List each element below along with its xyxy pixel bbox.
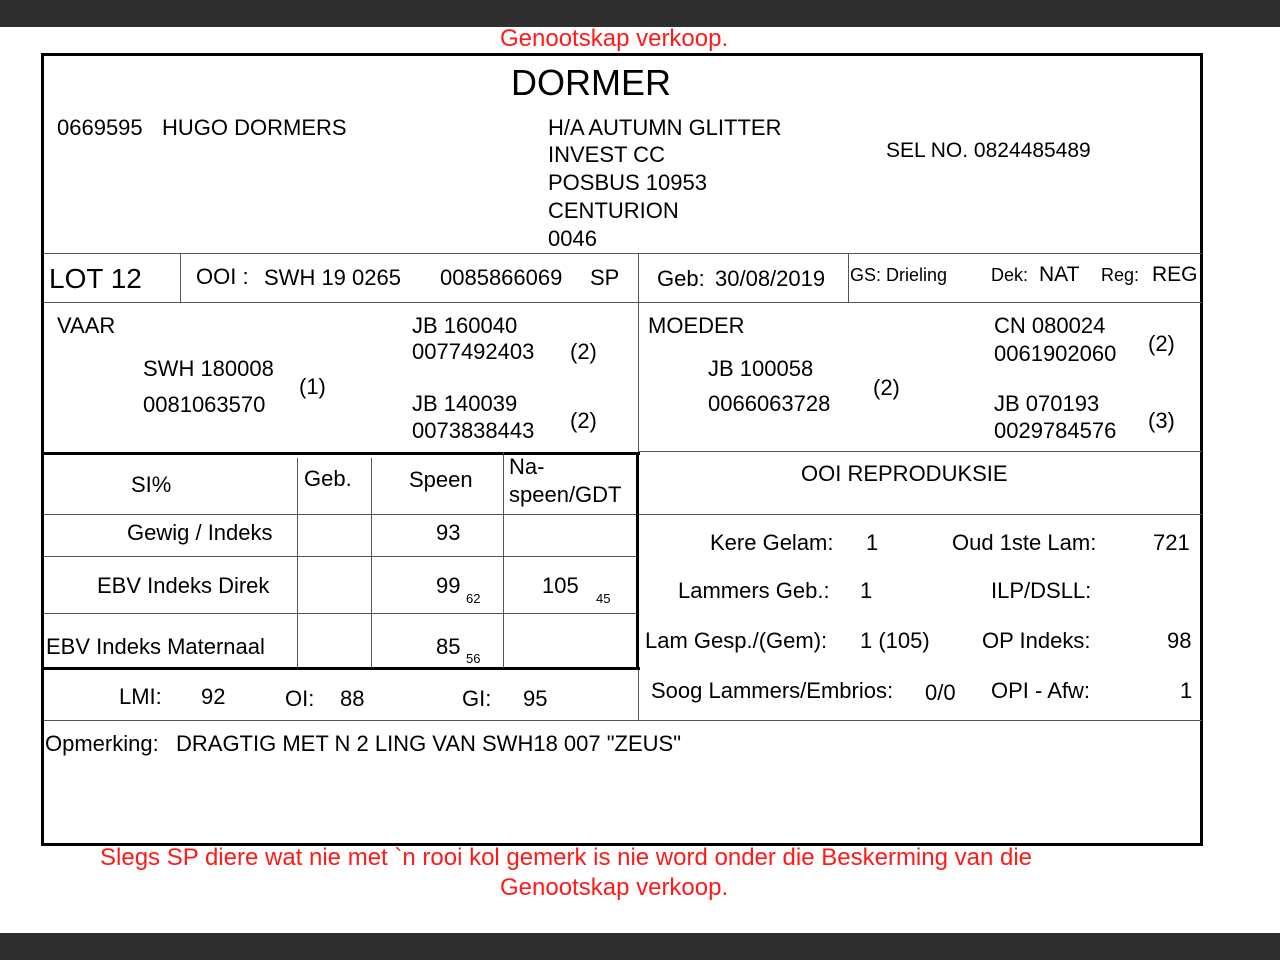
remark-text: DRAGTIG MET N 2 LING VAN SWH18 007 "ZEUS" <box>176 731 682 756</box>
rule-pedigree-right <box>638 451 1202 452</box>
moeder-sire-grade: (2) <box>1148 331 1175 356</box>
rule-header <box>44 253 1202 254</box>
geb-label: Geb: <box>657 266 705 291</box>
reg-label: Reg: <box>1101 265 1140 285</box>
rule-si-right <box>636 452 639 670</box>
moeder-id: JB 100058 <box>708 356 814 381</box>
vaar-grade: (1) <box>299 374 326 399</box>
breeder-no: 0669595 <box>57 115 143 140</box>
repro-title: OOI REPRODUKSIE <box>801 461 1008 486</box>
gi-value: 95 <box>523 686 548 711</box>
row-direk-naspeen: 105 <box>542 573 579 598</box>
kere-gelam-value: 1 <box>866 530 879 555</box>
row-maternaal-speen-acc: 56 <box>466 651 481 666</box>
rule-si-row1 <box>44 556 638 557</box>
rule-si-row2 <box>44 613 638 614</box>
rule-pedigree-left <box>44 452 640 455</box>
moeder-sire-no: 0061902060 <box>994 341 1117 366</box>
rule-si-col3 <box>503 452 504 668</box>
lot-label: LOT 12 <box>49 263 142 294</box>
kere-gelam-label: Kere Gelam: <box>710 530 834 555</box>
lammers-geb-value: 1 <box>860 578 873 603</box>
row-gewig-speen: 93 <box>436 520 461 545</box>
vaar-sire-id: JB 160040 <box>412 313 518 338</box>
gs-value: GS: Drieling <box>850 265 948 285</box>
row-direk-naspeen-acc: 45 <box>596 591 611 606</box>
ooi-number: 0085866069 <box>440 265 563 290</box>
breed-title: DORMER <box>511 62 671 103</box>
notice-bottom-line-1: Slegs SP diere wat nie met `n rooi kol gemerk is nie word onder die Beskerming van die <box>100 844 1033 871</box>
dek-value: NAT <box>1039 263 1080 286</box>
rule-remark <box>44 720 1202 721</box>
lammers-geb-label: Lammers Geb.: <box>678 578 830 603</box>
op-label: OP Indeks: <box>982 628 1091 653</box>
bottom-dark-bar <box>0 933 1280 960</box>
address-line-3: POSBUS 10953 <box>548 170 707 195</box>
col-naspeen-1: Na- <box>509 454 545 479</box>
notice-top: Genootskap verkoop. <box>500 25 729 52</box>
vaar-no: 0081063570 <box>143 392 266 417</box>
col-naspeen-2: speen/GDT <box>509 482 622 507</box>
moeder-dam-id: JB 070193 <box>994 391 1100 416</box>
rule-repro-header <box>638 514 1202 515</box>
vaar-dam-grade: (2) <box>570 408 597 433</box>
top-dark-bar <box>0 0 1280 27</box>
op-value: 98 <box>1167 628 1192 653</box>
moeder-grade: (2) <box>873 375 900 400</box>
notice-bottom-line-2: Genootskap verkoop. <box>500 874 729 901</box>
vaar-dam-no: 0073838443 <box>412 418 535 443</box>
moeder-sire-id: CN 080024 <box>994 313 1106 338</box>
vaar-sire-grade: (2) <box>570 339 597 364</box>
col-geb: Geb. <box>304 466 352 491</box>
dek-label: Dek: <box>991 265 1029 285</box>
address-line-4: CENTURION <box>548 198 679 223</box>
oud-label: Oud 1ste Lam: <box>952 530 1097 555</box>
vaar-label: VAAR <box>57 313 116 338</box>
col-speen: Speen <box>409 467 473 492</box>
address-line-5: 0046 <box>548 226 597 251</box>
moeder-dam-no: 0029784576 <box>994 418 1117 443</box>
lam-gesp-value: 1 (105) <box>860 628 930 653</box>
soog-label: Soog Lammers/Embrios: <box>651 678 894 703</box>
ooi-label: OOI : <box>196 264 249 289</box>
row-direk-speen: 99 <box>436 573 461 598</box>
moeder-label: MOEDER <box>648 313 745 338</box>
row-direk-speen-acc: 62 <box>466 591 481 606</box>
oi-value: 88 <box>340 686 365 711</box>
lmi-label: LMI: <box>119 684 162 709</box>
rule-si-bottom <box>44 667 640 670</box>
breeder-name: HUGO DORMERS <box>162 115 347 140</box>
rule-si-col2 <box>371 458 372 668</box>
row-maternaal-speen: 85 <box>436 634 461 659</box>
rule-si-header <box>44 514 638 515</box>
vaar-dam-id: JB 140039 <box>412 391 518 416</box>
vaar-id: SWH 180008 <box>143 356 274 381</box>
geb-date: 30/08/2019 <box>715 266 826 291</box>
gi-label: GI: <box>462 686 492 711</box>
ilp-label: ILP/DSLL: <box>991 578 1092 603</box>
moeder-dam-grade: (3) <box>1148 408 1175 433</box>
soog-value: 0/0 <box>925 680 956 705</box>
lmi-value: 92 <box>201 684 226 709</box>
row-gewig-label: Gewig / Indeks <box>127 520 273 545</box>
moeder-no: 0066063728 <box>708 391 831 416</box>
opi-label: OPI - Afw: <box>991 678 1091 703</box>
oi-label: OI: <box>285 686 315 711</box>
col-si: SI% <box>131 472 172 497</box>
row-maternaal-label: EBV Indeks Maternaal <box>46 634 265 659</box>
rule-geb-divider <box>848 253 849 302</box>
vaar-sire-no: 0077492403 <box>412 339 535 364</box>
ooi-grade: SP <box>590 265 620 290</box>
row-direk-label: EBV Indeks Direk <box>97 573 270 598</box>
remark-label: Opmerking: <box>45 731 159 756</box>
reg-value: REG <box>1152 263 1198 286</box>
rule-lot-divider <box>180 253 181 302</box>
address-line-2: INVEST CC <box>548 142 665 167</box>
address-line-1: H/A AUTUMN GLITTER <box>548 115 782 140</box>
oud-value: 721 <box>1153 530 1190 555</box>
opi-value: 1 <box>1180 678 1193 703</box>
rule-lot <box>44 302 1202 303</box>
lam-gesp-label: Lam Gesp./(Gem): <box>645 628 828 653</box>
ooi-id: SWH 19 0265 <box>264 265 401 290</box>
sel-no: SEL NO. 0824485489 <box>886 139 1091 162</box>
rule-si-col1 <box>297 458 298 668</box>
